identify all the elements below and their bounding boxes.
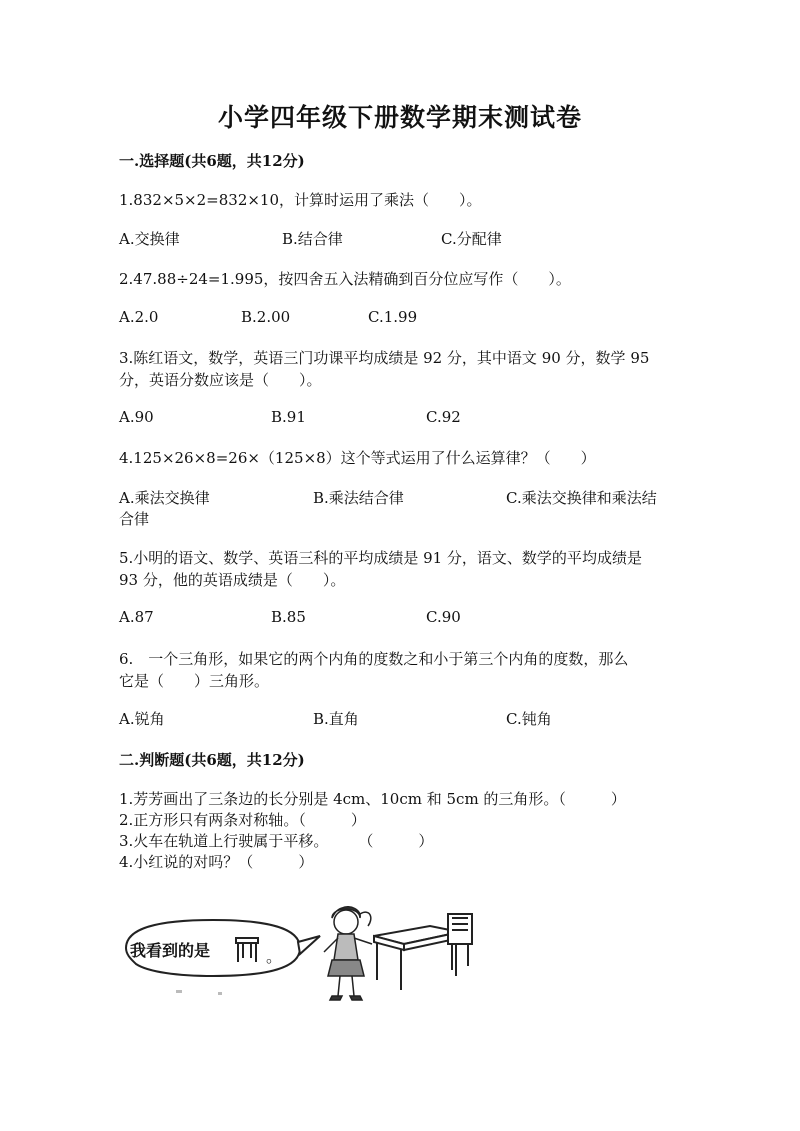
q1-option-b: B.结合律	[282, 230, 343, 248]
illustration-drawing	[118, 900, 484, 1010]
q6-option-c: C.钝角	[506, 710, 552, 728]
q2-option-a: A.2.0	[119, 308, 159, 326]
question-4: 4.125×26×8=26×（125×8）这个等式运用了什么运算律？（ ）	[119, 449, 596, 467]
question-5-line-2: 93 分，他的英语成绩是（ ）。	[119, 571, 346, 589]
q5-option-a: A.87	[119, 608, 154, 626]
section1-heading: 一.选择题(共6题，共12分)	[119, 152, 305, 170]
q4-option-c-continued: 合律	[119, 510, 150, 528]
q2-option-b: B.2.00	[241, 308, 291, 326]
q4-option-b: B.乘法结合律	[313, 489, 404, 507]
question-3-line-2: 分，英语分数应该是（ ）。	[119, 371, 322, 389]
question-3-line-1: 3.陈红语文，数学，英语三门功课平均成绩是 92 分，其中语文 90 分，数学 95	[119, 349, 650, 367]
question-6-line-1: 6. 一个三角形，如果它的两个内角的度数之和小于第三个内角的度数，那么	[119, 650, 629, 668]
speech-bubble-tail	[298, 936, 320, 954]
judge-item-4: 4.小红说的对吗？（ ）	[119, 853, 314, 871]
question-1: 1.832×5×2=832×10，计算时运用了乘法（ ）。	[119, 191, 482, 209]
q5-option-c: C.90	[426, 608, 461, 626]
question-2: 2.47.88÷24=1.995，按四舍五入法精确到百分位应写作（ ）。	[119, 270, 571, 288]
q6-option-a: A.锐角	[119, 710, 165, 728]
question-6-line-2: 它是（ ）三角形。	[119, 672, 270, 690]
judge-item-1: 1.芳芳画出了三条边的长分别是 4cm、10cm 和 5cm 的三角形。（ ）	[119, 790, 626, 808]
bubble-end: 。	[266, 947, 283, 966]
illustration-girl-and-table	[118, 900, 484, 1010]
chair-drawing	[448, 914, 472, 970]
page-title: 小学四年级下册数学期末测试卷	[217, 103, 582, 132]
q1-option-c: C.分配律	[441, 230, 502, 248]
q5-option-b: B.85	[271, 608, 306, 626]
bubble-text: 我看到的是	[130, 941, 211, 960]
q3-option-c: C.92	[426, 408, 461, 426]
q3-option-b: B.91	[271, 408, 306, 426]
q2-option-c: C.1.99	[368, 308, 418, 326]
q3-option-a: A.90	[119, 408, 154, 426]
question-5-line-1: 5.小明的语文、数学、英语三科的平均成绩是 91 分，语文、数学的平均成绩是	[119, 549, 642, 567]
q1-option-a: A.交换律	[119, 230, 180, 248]
q6-option-b: B.直角	[313, 710, 359, 728]
girl-figure	[324, 907, 372, 1000]
q4-option-a: A.乘法交换律	[119, 489, 210, 507]
scan-smudge	[176, 990, 222, 995]
judge-item-3: 3.火车在轨道上行驶属于平移。 （ ）	[119, 832, 434, 850]
judge-item-2: 2.正方形只有两条对称轴。（ ）	[119, 811, 366, 829]
q4-option-c: C.乘法交换律和乘法结	[506, 489, 657, 507]
section2-heading: 二.判断题(共6题，共12分)	[119, 751, 305, 769]
